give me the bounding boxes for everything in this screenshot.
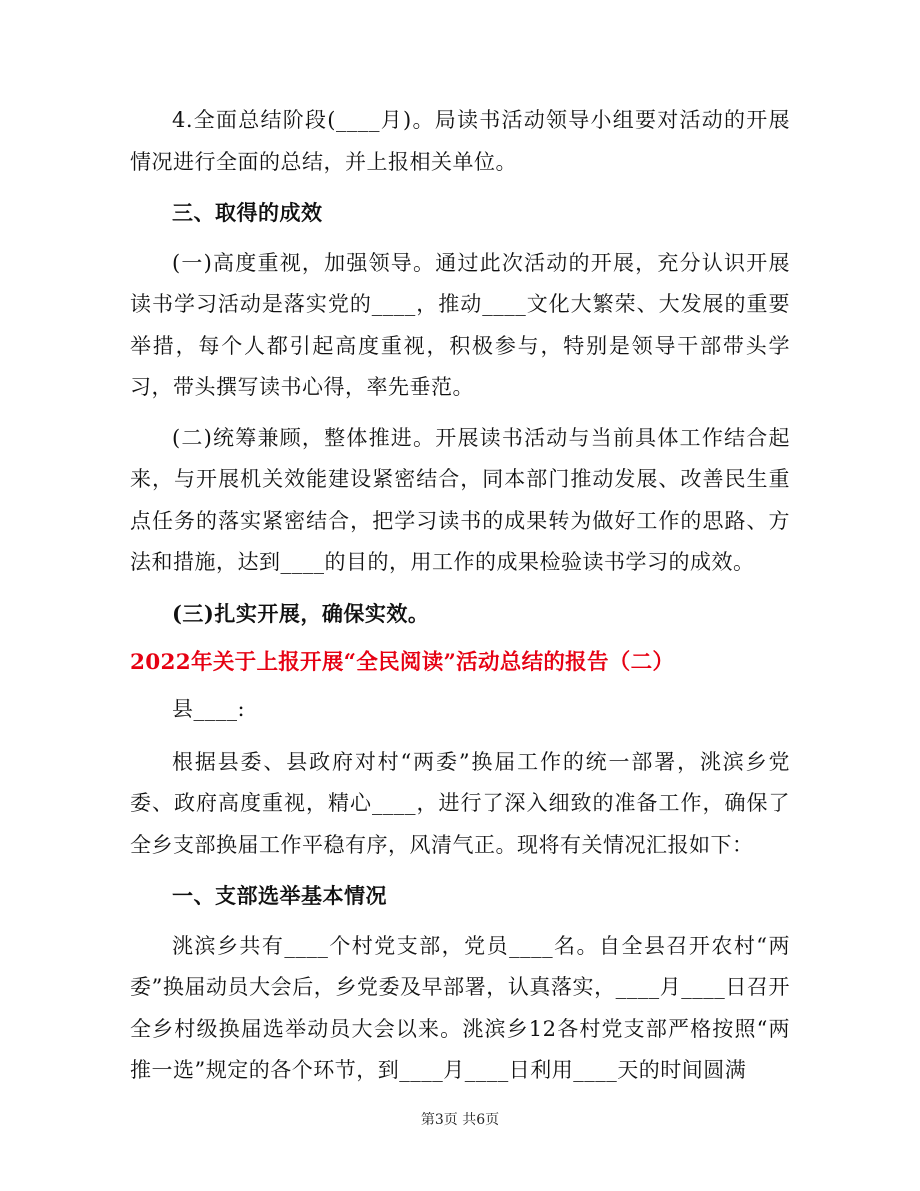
heading-achievements: 三、取得的成效: [172, 200, 323, 225]
document-body: [130, 100, 790, 1092]
paragraph-election-details: 洮滨乡共有____个村党支部，党员____名。自全县召开农村“两委”换届动员大会后，乡党委及早部署，认真落实，____月____日召开全乡村级换届选举动员大会以来。洮滨乡12各村党支部严格按照“两推一选”规定的各个环节，到____月____日利用____天的时间圆满: [130, 933, 790, 1082]
paragraph-intro: 根据县委、县政府对村“两委”换届工作的统一部署，洮滨乡党委、政府高度重视，精心____，进行了深入细致的准备工作，确保了全乡支部换届工作平稳有序，风清气正。现将有关情况汇报如下：: [130, 749, 790, 857]
report-title: 2022年关于上报开展“全民阅读”活动总结的报告（二）: [130, 650, 675, 675]
heading-effectiveness: (三)扎实开展，确保实效。: [172, 600, 430, 626]
paragraph-leadership: (一)高度重视，加强领导。通过此次活动的开展，充分认识开展读书学习活动是落实党的____，推动____文化大繁荣、大发展的重要举措，每个人都引起高度重视，积极参与，特别是领导干部带头学习，带头撰写读书心得，率先垂范。: [130, 250, 790, 399]
heading-election-basics: 一、支部选举基本情况: [172, 883, 387, 908]
salutation: 县____:: [172, 697, 246, 721]
paragraph-summary-stage: 4.全面总结阶段(____月)。局读书活动领导小组要对活动的开展情况进行全面的总结，并上报相关单位。: [130, 108, 790, 174]
page-number: 第3页 共6页: [420, 1112, 500, 1128]
paragraph-coordination: (二)统筹兼顾，整体推进。开展读书活动与当前具体工作结合起来，与开展机关效能建设紧密结合，同本部门推动发展、改善民生重点任务的落实紧密结合，把学习读书的成果转为做好工作的思路、方法和措施，达到____的目的，用工作的成果检验读书学习的成效。: [130, 425, 790, 574]
